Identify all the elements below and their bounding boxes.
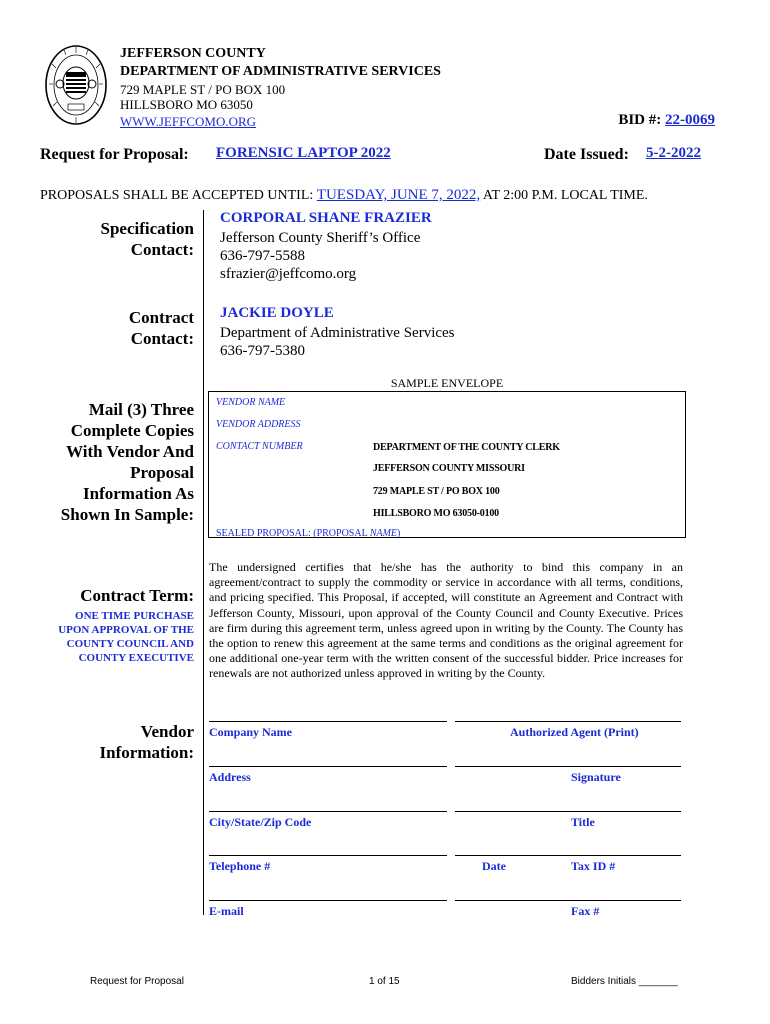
spec-contact-name: CORPORAL SHANE FRAZIER — [220, 210, 432, 226]
fax-label: Fax # — [571, 904, 600, 918]
city-state-zip-field[interactable] — [209, 811, 447, 812]
company-name-label: Company Name — [209, 725, 292, 739]
envelope-vendor-address: VENDOR ADDRESS — [216, 419, 301, 430]
envelope-recipient-1: DEPARTMENT OF THE COUNTY CLERK — [373, 442, 560, 453]
date-tax-id-field[interactable] — [455, 855, 681, 856]
bid-number — [618, 112, 715, 129]
address-line-2: HILLSBORO MO 63050 — [120, 97, 253, 112]
authorized-agent-field[interactable] — [455, 721, 681, 722]
contract-term-label: Contract Term: — [80, 586, 194, 605]
mail-instructions — [61, 399, 194, 525]
spec-contact-org: Jefferson County Sheriff’s Office — [220, 230, 421, 246]
sealed-name: NAME — [369, 528, 398, 539]
term-sub-line: UPON APPROVAL OF THE — [58, 624, 194, 636]
footer-doc-title: Request for Proposal — [90, 976, 184, 987]
county-seal-logo — [44, 44, 108, 126]
telephone-label: Telephone # — [209, 859, 271, 873]
term-sub-line: ONE TIME PURCHASE — [75, 610, 194, 622]
vendor-info-label — [100, 721, 194, 763]
contract-label-1: Contract — [128, 308, 194, 327]
city-state-zip-label: City/State/Zip Code — [209, 815, 312, 829]
address-field[interactable] — [209, 766, 447, 767]
mail-line: Complete Copies — [70, 421, 194, 440]
deadline-suffix: AT 2:00 P.M. LOCAL TIME. — [482, 188, 648, 203]
contract-contact-phone: 636-797-5380 — [220, 343, 305, 359]
section-divider — [203, 210, 204, 915]
spec-label-2: Contact: — [130, 240, 194, 259]
sealed-prefix: SEALED PROPOSAL: (PROPOSAL — [216, 528, 370, 539]
rfp-label: Request for Proposal: — [40, 146, 189, 163]
deadline-date: TUESDAY, JUNE 7, 2022, — [316, 187, 481, 203]
county-name: JEFFERSON COUNTY — [120, 46, 266, 61]
company-name-field[interactable] — [209, 721, 447, 722]
mail-line: Proposal — [130, 463, 194, 482]
envelope-vendor-name: VENDOR NAME — [216, 397, 286, 408]
mail-line: Mail (3) Three — [88, 400, 194, 419]
contract-label-2: Contact: — [130, 329, 194, 348]
sealed-suffix: ) — [397, 528, 401, 539]
footer-bidders-initials: Bidders Initials _______ — [571, 976, 678, 987]
email-field[interactable] — [209, 900, 447, 901]
vendor-label-1: Vendor — [140, 722, 194, 741]
contract-contact-label — [129, 307, 194, 349]
date-issued-value: 5-2-2022 — [646, 145, 701, 161]
bid-label: BID #: — [618, 112, 662, 128]
tax-id-label: Tax ID # — [571, 859, 616, 873]
deadline-prefix: PROPOSALS SHALL BE ACCEPTED UNTIL: — [40, 188, 314, 203]
fax-field[interactable] — [455, 900, 681, 901]
website-link[interactable]: WWW.JEFFCOMO.ORG — [120, 114, 257, 129]
footer-page-number: 1 of 15 — [369, 976, 400, 987]
mail-line: Information As — [83, 484, 194, 503]
envelope-recipient-2: JEFFERSON COUNTY MISSOURI — [373, 463, 525, 474]
envelope-recipient-4: HILLSBORO MO 63050-0100 — [373, 508, 499, 519]
spec-contact-phone: 636-797-5588 — [220, 248, 305, 264]
envelope-contact-number: CONTACT NUMBER — [216, 441, 303, 452]
envelope-sealed-proposal — [216, 528, 400, 539]
bid-value: 22-0069 — [665, 112, 715, 128]
authorized-agent-label: Authorized Agent (Print) — [510, 725, 639, 739]
spec-contact-label — [101, 218, 195, 260]
contract-term-sub — [44, 609, 194, 665]
envelope-title: SAMPLE ENVELOPE — [390, 376, 504, 390]
title-label: Title — [571, 815, 595, 829]
term-sub-line: COUNTY COUNCIL AND — [66, 638, 194, 650]
department-name: DEPARTMENT OF ADMINISTRATIVE SERVICES — [120, 64, 441, 79]
address-line-1: 729 MAPLE ST / PO BOX 100 — [120, 82, 286, 97]
envelope-recipient-3: 729 MAPLE ST / PO BOX 100 — [373, 486, 500, 497]
contract-contact-org: Department of Administrative Services — [220, 325, 455, 341]
date-label: Date — [482, 859, 506, 873]
title-field[interactable] — [455, 811, 681, 812]
contract-terms-text: The undersigned certifies that he/she has the authority to bind this company in an agreement/contract to supply the commodity or service in accordance with all terms, conditions, and pricing specified. This Proposal, if accepted, will constitute an Agreement and Contract with Jefferson County, Missouri, upon approval of the County Council and County Executive. Prices are firm during this agreement term, unless agreed upon in writing by the County. The County has the option to renew this agreement at the same terms and conditions as the original agreement for one additional one-year term with the written consent of the successful bidder. Price increases for renewals are not authorized unless approved in writing by the County. — [209, 560, 683, 681]
mail-line: With Vendor And — [66, 442, 194, 461]
telephone-field[interactable] — [209, 855, 447, 856]
date-issued-label: Date Issued: — [544, 146, 629, 163]
address-label: Address — [209, 770, 251, 784]
email-label: E-mail — [209, 904, 244, 918]
mail-line: Shown In Sample: — [60, 505, 194, 524]
proposal-deadline — [40, 187, 648, 204]
signature-label: Signature — [571, 770, 621, 784]
term-sub-line: COUNTY EXECUTIVE — [78, 652, 194, 664]
rfp-title: FORENSIC LAPTOP 2022 — [216, 145, 391, 161]
spec-contact-email: sfrazier@jeffcomo.org — [220, 266, 357, 282]
signature-field[interactable] — [455, 766, 681, 767]
contract-contact-name: JACKIE DOYLE — [220, 305, 334, 321]
spec-label-1: Specification — [100, 219, 194, 238]
vendor-label-2: Information: — [99, 743, 194, 762]
